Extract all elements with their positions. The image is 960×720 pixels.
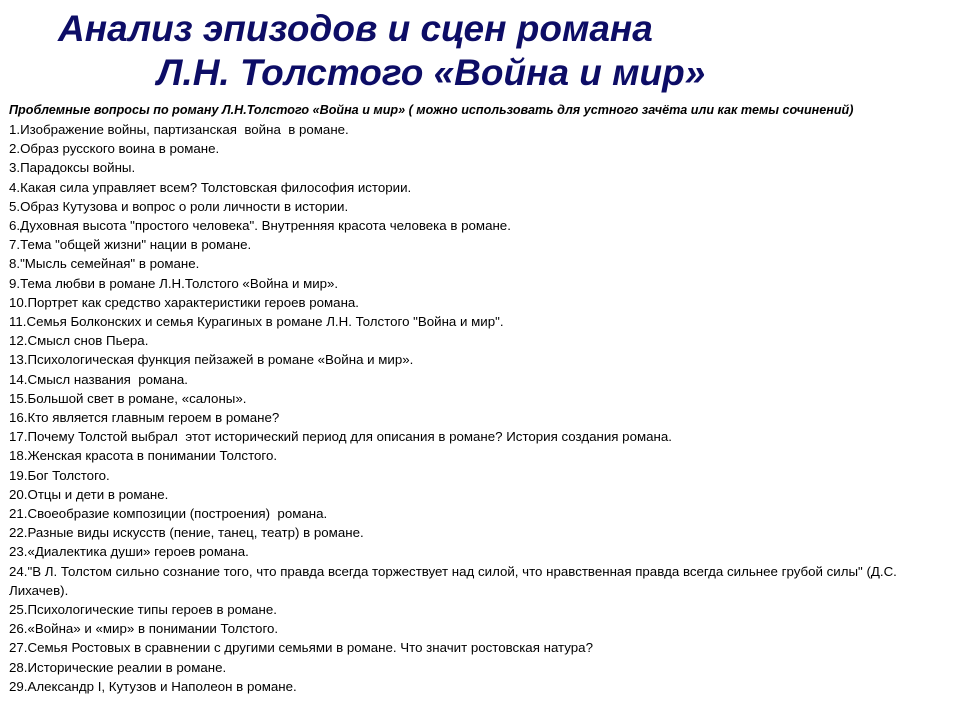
topic-item: 5.Образ Кутузова и вопрос о роли личности в истории. <box>9 198 349 214</box>
topic-item: 10.Портрет как средство характеристики героев романа. <box>9 294 359 310</box>
topic-item: 4.Какая сила управляет всем? Толстовская философия истории. <box>9 179 412 195</box>
topic-item: 2.Образ русского воина в романе. <box>9 141 220 157</box>
topic-item: 7.Тема "общей жизни" нации в романе. <box>9 237 252 253</box>
topic-item: 17.Почему Толстой выбрал этот исторический период для описания в романе? История создания романа. <box>9 429 672 445</box>
topic-item: 20.Отцы и дети в романе. <box>9 486 169 502</box>
topic-item: 22.Разные виды искусств (пение, танец, театр) в романе. <box>9 525 364 541</box>
topic-item: 26.«Война» и «мир» в понимании Толстого. <box>9 621 279 637</box>
topic-item: 15.Большой свет в романе, «салоны». <box>9 390 247 406</box>
topic-item: 27.Семья Ростовых в сравнении с другими семьями в романе. Что значит ростовская натура? <box>9 640 593 656</box>
intro-text: Проблемные вопросы по роману Л.Н.Толстого «Война и мир» ( можно использовать для устного зачёта или как темы сочинений) <box>9 103 854 117</box>
topic-item: 1.Изображение войны, партизанская война в романе. <box>9 122 349 137</box>
topic-item: 11.Семья Болконских и семья Курагиных в романе Л.Н. Толстого "Война и мир". <box>9 314 504 330</box>
topic-item: 29.Александр I, Кутузов и Наполеон в романе. <box>9 678 297 694</box>
topic-item: 25.Психологические типы героев в романе. <box>9 602 277 618</box>
topic-item: 28.Исторические реалии в романе. <box>9 659 227 675</box>
topic-item: 12.Смысл снов Пьера. <box>9 333 149 349</box>
topic-item: 9.Тема любви в романе Л.Н.Толстого «Война и мир». <box>9 275 339 291</box>
topic-item: 23.«Диалектика души» героев романа. <box>9 544 249 560</box>
title-line-2: Л.Н. Толстого «Война и мир» <box>157 52 706 93</box>
topic-item: 6.Духовная высота "простого человека". Внутренняя красота человека в романе. <box>9 218 511 234</box>
topic-item: 19.Бог Толстого. <box>9 467 110 483</box>
topic-item: 8."Мысль семейная" в романе. <box>9 256 200 272</box>
topic-item: 13.Психологическая функция пейзажей в романе «Война и мир». <box>9 352 414 368</box>
slide-content <box>9 101 949 696</box>
slide-title <box>0 8 960 100</box>
title-line-1: Анализ эпизодов и сцен романа <box>58 8 653 49</box>
topic-item: 16.Кто является главным героем в романе? <box>9 410 280 426</box>
topic-list <box>9 120 949 696</box>
topic-item: 18.Женская красота в понимании Толстого. <box>9 448 278 464</box>
topic-item: 3.Парадоксы войны. <box>9 160 136 176</box>
topic-item: 24."В Л. Толстом сильно сознание того, что правда всегда торжествует над силой, что нравственная правда всегда сильнее грубой силы" (Д.С. Лихачев). <box>9 563 901 598</box>
topic-item: 21.Своеобразие композиции (построения) романа. <box>9 506 328 522</box>
topic-item: 14.Смысл названия романа. <box>9 371 189 387</box>
